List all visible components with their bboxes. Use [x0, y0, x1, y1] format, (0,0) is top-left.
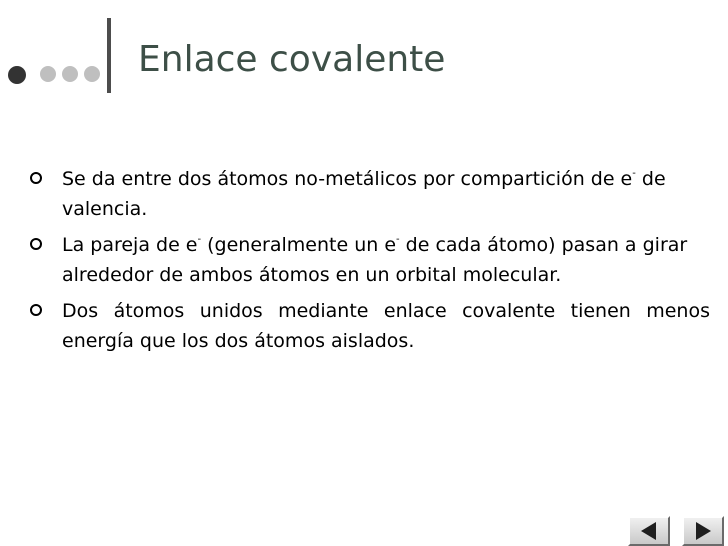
triangle-left-icon: [630, 518, 668, 544]
bullet-text: de cada átomo) pasan a girar alrededor de ambos átomos en un orbital molecular.: [62, 234, 688, 286]
bullet-text: La pareja de e: [62, 234, 198, 256]
superscript-charge: -: [632, 168, 636, 179]
bullet-text: Dos átomos unidos mediante enlace covalente tienen menos energía que los dos átomos aislados.: [62, 300, 710, 352]
bullet-item: [30, 164, 710, 224]
bullet-text: (generalmente un e: [201, 234, 397, 256]
superscript-charge: -: [396, 234, 400, 245]
previous-slide-button[interactable]: [628, 516, 670, 546]
superscript-charge: -: [197, 234, 202, 245]
dot-light: [84, 66, 100, 82]
circle-bullet-icon: [30, 172, 42, 184]
bullet-text: Se da entre dos átomos no-metálicos por compartición de e: [62, 168, 633, 190]
circle-bullet-icon: [30, 304, 42, 316]
bullet-item: [30, 296, 710, 356]
title-divider: [107, 18, 111, 93]
triangle-right-icon: [684, 518, 722, 544]
dot-dark: [8, 66, 26, 84]
dot-light: [62, 66, 78, 82]
bullet-item: [30, 230, 710, 290]
bullet-list: [30, 164, 710, 362]
circle-bullet-icon: [30, 238, 42, 250]
next-slide-button[interactable]: [682, 516, 724, 546]
bullet-text: de valencia.: [62, 168, 666, 220]
slide-title: Enlace covalente: [138, 39, 446, 80]
dot-light: [40, 66, 56, 82]
